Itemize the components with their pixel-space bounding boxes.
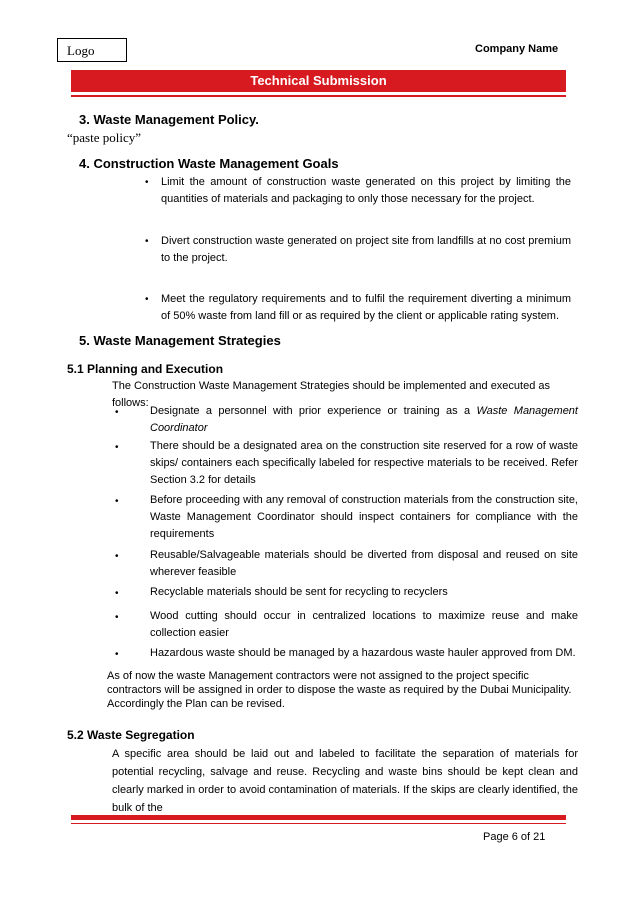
- bullet-icon: •: [115, 442, 119, 453]
- subsection-5-2-text: A specific area should be laid out and labeled to facilitate the separation of materials for potential recycling, salvage and reuse. Recycling and waste bins should be kept clean and clearly marked in order to avoid contamination of materials. If the skips are clearly identified, the bulk of the: [112, 748, 578, 814]
- bullet-icon: •: [145, 294, 149, 305]
- strategy-item-text: Designate a personnel with prior experience or training as a: [150, 405, 477, 417]
- goal-item: Meet the regulatory requirements and to fulfil the requirement diverting a minimum of 50% waste from land fill or as required by the client or applicable rating system.: [161, 293, 571, 322]
- bullet-icon: •: [115, 496, 119, 507]
- strategy-item: Before proceeding with any removal of construction materials from the construction site, Waste Management Coordinator should inspect containers for compliance with the requirements: [150, 494, 578, 540]
- section-3-heading: 3. Waste Management Policy.: [79, 112, 259, 127]
- footer-line: [71, 823, 566, 824]
- logo: Logo: [57, 38, 127, 62]
- bullet-icon: •: [145, 177, 149, 188]
- section-5-heading: 5. Waste Management Strategies: [79, 333, 281, 348]
- strategy-item: Recyclable materials should be sent for recycling to recyclers: [150, 586, 448, 598]
- bullet-icon: •: [145, 236, 149, 247]
- strategy-item-italic: Waste Management Coordinator: [150, 405, 578, 434]
- strategy-item: Wood cutting should occur in centralized locations to maximize reuse and make collection easier: [150, 610, 578, 639]
- section-4-heading: 4. Construction Waste Management Goals: [79, 156, 339, 171]
- strategy-item: Hazardous waste should be managed by a hazardous waste hauler approved from DM.: [150, 647, 576, 659]
- section-banner: Technical Submission: [71, 70, 566, 92]
- bullet-icon: •: [115, 588, 119, 599]
- goal-item: Limit the amount of construction waste generated on this project by limiting the quantities of materials and packaging to only those necessary for the project.: [161, 176, 571, 205]
- strategy-item: Reusable/Salvageable materials should be diverted from disposal and reused on site wherever feasible: [150, 549, 578, 578]
- subsection-5-2-heading: 5.2 Waste Segregation: [67, 728, 195, 742]
- bullet-icon: •: [115, 649, 119, 660]
- bullet-icon: •: [115, 407, 119, 418]
- strategy-item: [150, 403, 578, 437]
- subsection-5-1-intro: The Construction Waste Management Strategies should be implemented and executed as follows:: [112, 380, 551, 409]
- policy-placeholder: “paste policy”: [67, 130, 141, 145]
- footer-bar: [71, 815, 566, 820]
- bullet-icon: •: [115, 551, 119, 562]
- banner-underline: [71, 95, 566, 97]
- goal-item: Divert construction waste generated on project site from landfills at no cost premium to the project.: [161, 235, 571, 264]
- company-name: Company Name: [475, 43, 559, 55]
- subsection-5-1-note: As of now the waste Management contractors were not assigned to the project specific contractors will be assigned in order to dispose the waste as required by the Dubai Municipality. Accordingly the Plan can be revised.: [107, 670, 572, 710]
- subsection-5-1-heading: 5.1 Planning and Execution: [67, 362, 224, 376]
- strategy-item: There should be a designated area on the construction site reserved for a row of waste skips/ containers each specifically labeled for respective materials to be received. Refer Section 3.2 for details: [150, 440, 578, 486]
- bullet-icon: •: [115, 612, 119, 623]
- page-number: Page 6 of 21: [483, 831, 546, 843]
